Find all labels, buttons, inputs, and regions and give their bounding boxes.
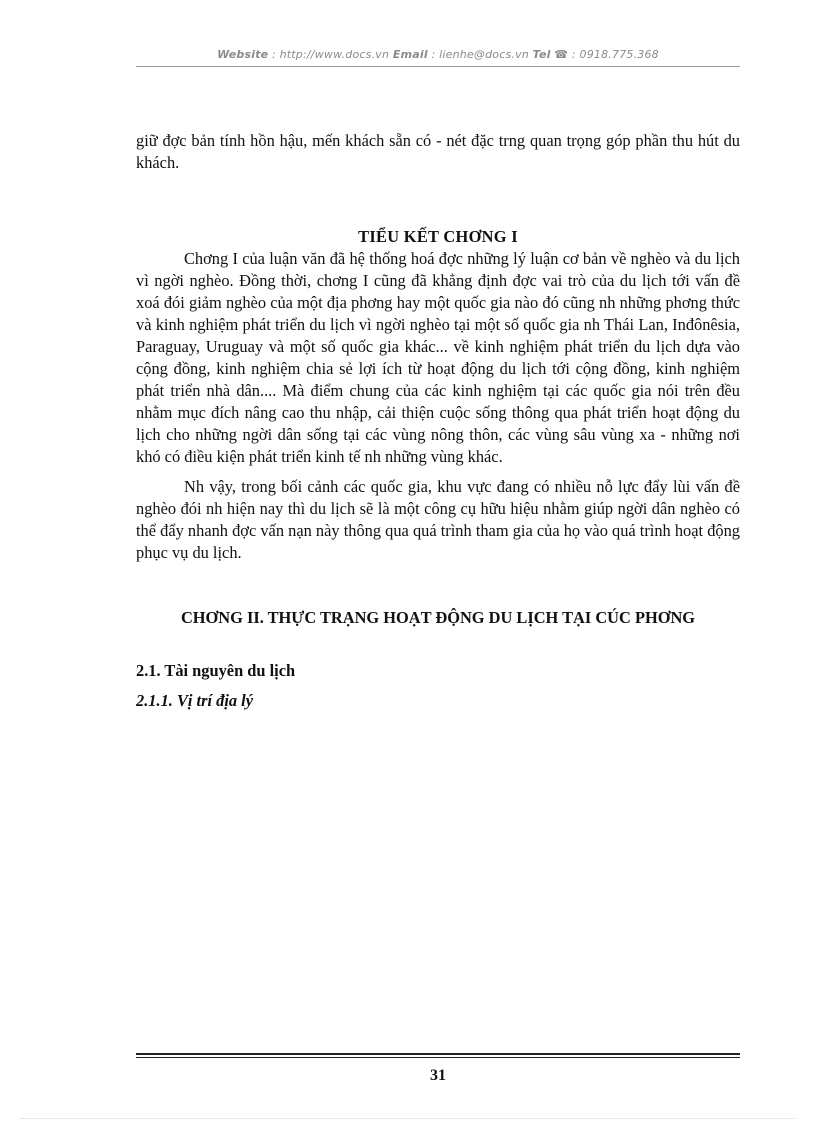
footer-divider-thick [136,1053,740,1055]
website-value: : http://www.docs.vn [268,48,393,61]
section-title: TIỂU KẾT CHƠNG I [358,227,518,246]
heading-2-1: 2.1. Tài nguyên du lịch [136,661,296,680]
paragraph-summary-2: Nh vậy, trong bối cảnh các quốc gia, khu vực đang có nhiều nỗ lực đẩy lùi vấn đề nghèo đói nh hiện nay thì du lịch sẽ là một công cụ hữu hiệu nhằm giúp ngời dân nghèo có thể đẩy nhanh đợc vấn nạn này thông qua quá trình tham gia của họ vào quá trình hoạt động phục vụ du lịch. [136,477,740,562]
tel-value: : 0918.775.368 [568,48,659,61]
email-value: : lienhe@docs.vn [427,48,533,61]
page-edge-dots [20,1118,796,1119]
website-label: Website [217,48,269,61]
footer-divider-thin [136,1057,740,1058]
page-content [136,130,740,712]
paragraph-summary-1: Chơng I của luận văn đã hệ thống hoá đợc những lý luận cơ bản về nghèo và du lịch vì ngời nghèo. Đồng thời, chơng I cũng đã khẳng định đợc vai trò của du lịch tới vấn đề xoá đói giảm nghèo của một địa phơng hay một quốc gia nào đó cũng nh những phơng thức và kinh nghiệm phát triển du lịch vì ngời nghèo tại một số quốc gia nh Thái Lan, Inđônêsia, Paraguay, Uruguay và một số quốc gia khác... về kinh nghiệm phát triển du lịch dựa vào cộng đồng, kinh nghiệm chia sẻ lợi ích từ hoạt động du lịch tới cộng đồng, kinh nghiệm phát triển nhà dân.... Mà điểm chung của các kinh nghiệm tại các quốc gia nói trên đều nhằm mục đích nâng cao thu nhập, cải thiện cuộc sống thông qua phát triển hoạt động du lịch cho những ngời dân sống tại các vùng nông thôn, các vùng sâu vùng xa - những nơi khó có điều kiện phát triển kinh tế nh những vùng khác. [136,249,740,466]
chapter-title: CHƠNG II. THỰC TRẠNG HOẠT ĐỘNG DU LỊCH TẠI CÚC PHƠNG [180,608,696,627]
page-header [136,48,740,61]
paragraph-continuation: giữ đợc bản tính hồn hậu, mến khách sẵn có - nét đặc trng quan trọng góp phần thu hút du khách. [136,131,740,172]
email-label: Email [392,48,428,61]
phone-icon: ☎ [554,48,569,61]
page-number: 31 [430,1067,446,1084]
heading-2-1-1: 2.1.1. Vị trí địa lý [136,691,254,710]
tel-label: Tel [532,48,551,61]
header-divider [136,66,740,67]
